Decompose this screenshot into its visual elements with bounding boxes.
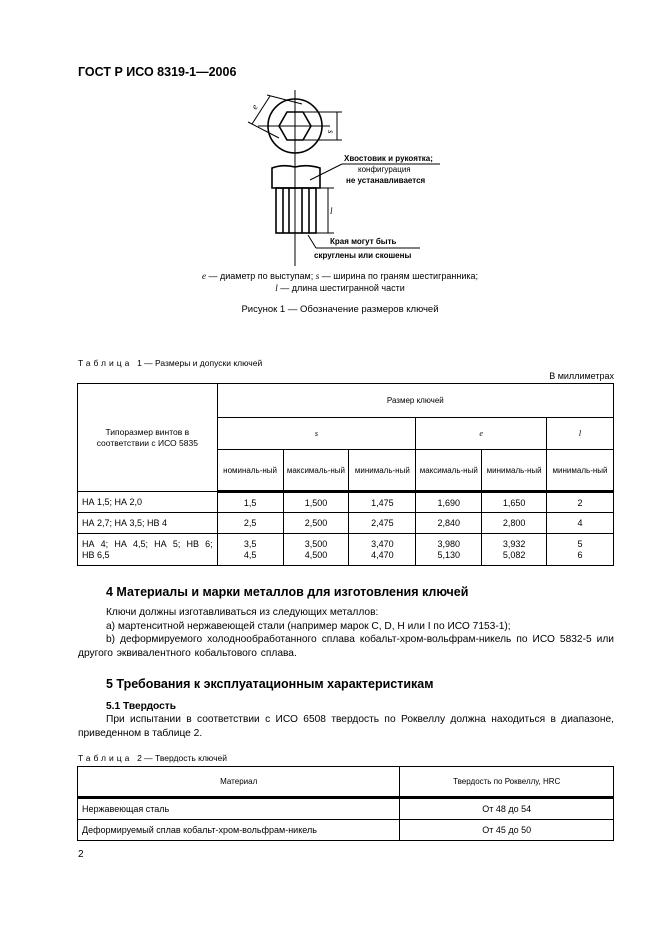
section5-title: 5 Требования к эксплуатационным характеристикам [106, 677, 434, 691]
key-dimension-drawing [230, 88, 460, 268]
s-max-header: максималь-ный [283, 450, 349, 492]
section4-title: 4 Материалы и марки металлов для изготовления ключей [106, 585, 469, 599]
l-header: l [547, 418, 614, 450]
table1-units: В миллиметрах [549, 371, 614, 381]
table-row: НА 1,5; НА 2,0 1,5 1,500 1,475 1,690 1,650 2 [78, 492, 614, 513]
s-nominal-header: номиналь-ный [217, 450, 283, 492]
document-header: ГОСТ Р ИСО 8319-1—2006 [78, 65, 237, 79]
table-row: Деформируемый сплав кобальт-хром-вольфрам-никель От 45 до 50 [78, 820, 614, 841]
section5-1-body: При испытании в соответствии с ИСО 6508 твердость по Роквеллу должна находиться в диапазоне, приведенном в таблице 2. [78, 714, 614, 739]
s-header: s [217, 418, 416, 450]
edges-note-1: Края могут быть [330, 237, 397, 246]
legend-l: l [275, 283, 278, 293]
legend-s: s [315, 271, 320, 281]
e-label: e [249, 102, 260, 111]
table2-caption: Таблица 2 — Твердость ключей [78, 753, 227, 763]
section5-1-title: 5.1 Твердость [106, 701, 177, 712]
section4-body: Ключи должны изготавливаться из следующих металлов: a) мартенситной нержавеющей стали (например марок C, D, H или I по ИСО 7153-1); b) деформируемого холоднообработанного сплава кобальт-хром-вольфрам-никель по ИСО 5832-5 или другого эквивалентного кобальтового сплава. [78, 607, 614, 659]
key-size-header: Размер ключей [217, 384, 613, 418]
figure-legend: e — диаметр по выступам; s — ширина по граням шестигранника; l — длина шестигранной части [202, 271, 478, 293]
l-label: l [330, 206, 333, 216]
table-row: НА 2,7; НА 3,5; НВ 4 2,5 2,500 2,475 2,840 2,800 4 [78, 513, 614, 534]
table-row: НА 4; НА 4,5; НА 5; НВ 6; НВ 6,5 3,5 4,5 3,500 4,500 3,470 4,470 3,980 5,130 3,932 5,082 5 6 [78, 534, 614, 566]
table1-caption: Таблица 1 — Размеры и допуски ключей [78, 358, 263, 368]
s-label: s [326, 130, 336, 134]
screw-size-header: Типоразмер винтов в соответствии с ИСО 5835 [78, 384, 218, 492]
l-min-header: минималь-ный [547, 450, 614, 492]
edges-note-2: скруглены или скошены [314, 251, 412, 260]
key-dimensions-table [77, 383, 614, 566]
page-number: 2 [78, 849, 84, 860]
shank-note-3: не устанавливается [346, 176, 426, 185]
legend-e: e [202, 271, 206, 281]
s-min-header: минималь-ный [349, 450, 416, 492]
e-max-header: максималь-ный [416, 450, 482, 492]
hardness-header: Твердость по Роквеллу, HRC [400, 767, 614, 798]
figure-caption: Рисунок 1 — Обозначение размеров ключей [241, 304, 439, 315]
shank-note-2: конфигурация [358, 165, 411, 174]
e-min-header: минималь-ный [482, 450, 547, 492]
e-header: e [416, 418, 547, 450]
table-row: Нержавеющая сталь От 48 до 54 [78, 798, 614, 820]
hardness-table [77, 766, 614, 841]
shank-note-1: Хвостовик и рукоятка; [344, 154, 433, 163]
material-header: Материал [78, 767, 400, 798]
